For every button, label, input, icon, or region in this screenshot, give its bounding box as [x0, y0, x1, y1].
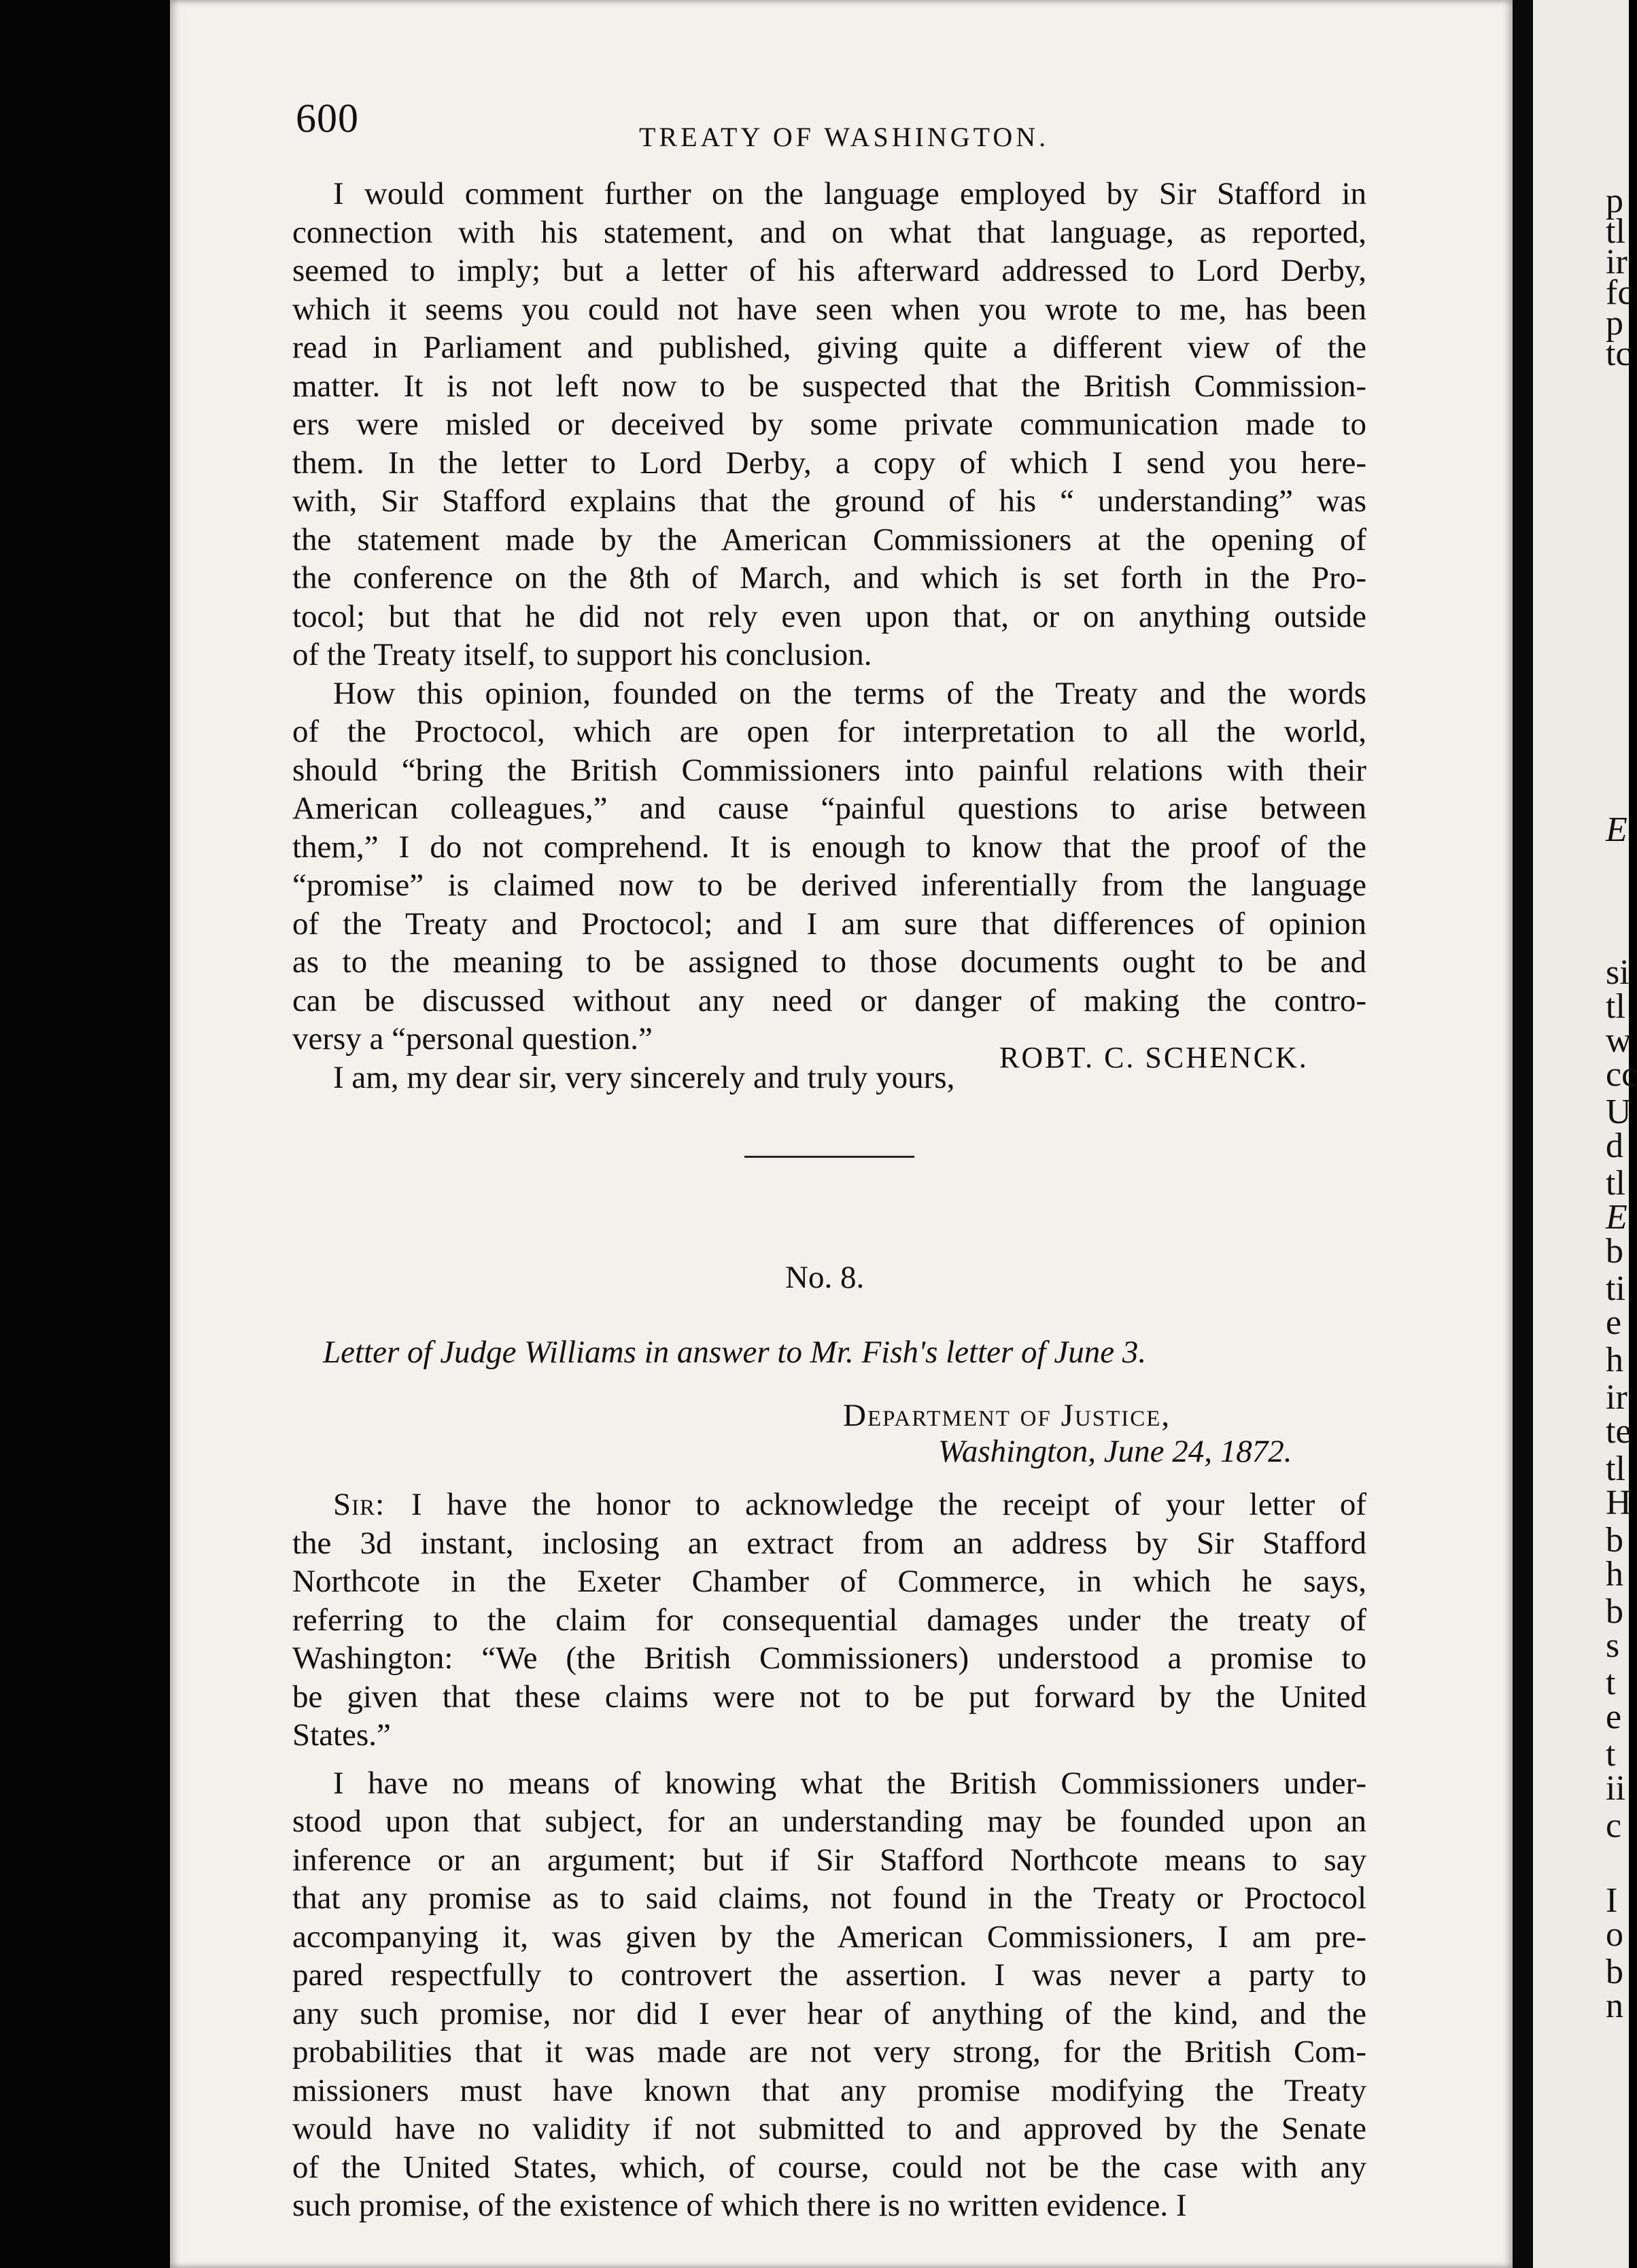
text-line: that any promise as to said claims, not found in the Treaty or Proctocol — [292, 1880, 1366, 1916]
scan-border-left — [0, 0, 170, 2268]
text-line: the conference on the 8th of March, and which is set forth in the Pro- — [292, 560, 1366, 596]
facing-page-fragment: c — [1606, 1806, 1622, 1845]
facing-page-fragment: b — [1606, 1953, 1623, 1991]
text-line: I have no means of knowing what the British Commissioners under- — [333, 1765, 1366, 1801]
text-line: probabilities that it was made are not very strong, for the British Com- — [292, 2034, 1366, 2069]
facing-page-fragment: H — [1606, 1483, 1632, 1522]
text-line: inference or an argument; but if Sir Stafford Northcote means to say — [292, 1842, 1366, 1878]
facing-page-fragment: ir — [1606, 243, 1627, 281]
text-line: American colleagues,” and cause “painful questions to arise between — [292, 791, 1366, 826]
facing-page-fragment: e — [1606, 1698, 1622, 1736]
text-line: the statement made by the American Commissioners at the opening of — [292, 521, 1366, 557]
text-line: them. In the letter to Lord Derby, a copy of which I send you here- — [292, 445, 1366, 481]
text-line: can be discussed without any need or danger of making the contro- — [292, 982, 1366, 1018]
text-line: Northcote in the Exeter Chamber of Commerce, in which he says, — [292, 1564, 1366, 1599]
text-line: ers were misled or deceived by some private communication made to — [292, 407, 1366, 442]
text-line: the 3d instant, inclosing an extract from an address by Sir Stafford — [292, 1525, 1366, 1561]
facing-page-edge — [1533, 0, 1637, 2268]
text-line: I have the honor to acknowledge the receipt of your letter of — [411, 1487, 1366, 1522]
text-line: versy a “personal question.” — [292, 1021, 653, 1056]
facing-page-fragment: p — [1606, 304, 1623, 343]
facing-page-fragment: I — [1606, 1881, 1618, 1920]
book-page — [170, 0, 1513, 2268]
text-line: “promise” is claimed now to be derived inferentially from the language — [292, 867, 1366, 903]
text-line: of the Treaty itself, to support his conclusion. — [292, 637, 872, 672]
text-line: stood upon that subject, for an understanding may be founded upon an — [292, 1804, 1366, 1839]
book-gutter — [1513, 0, 1533, 2268]
text-line: with, Sir Stafford explains that the ground of his “ understanding” was — [292, 483, 1366, 519]
facing-page-fragment: b — [1606, 1521, 1623, 1560]
text-line: tocol; but that he did not rely even upon that, or on anything outside — [292, 598, 1366, 634]
facing-page-fragment: s — [1606, 1626, 1620, 1665]
text-line: pared respectfully to controvert the assertion. I was never a party to — [292, 1957, 1366, 1993]
text-line: accompanying it, was given by the American Commissioners, I am pre- — [292, 1919, 1366, 1955]
facing-page-fragment: e — [1606, 1303, 1622, 1342]
text-line: missioners must have known that any promise modifying the Treaty — [292, 2072, 1366, 2108]
text-line: of the Proctocol, which are open for interpretation to all the world, — [292, 714, 1366, 749]
text-line: should “bring the British Commissioners into painful relations with their — [292, 752, 1366, 788]
facing-page-fragment: tl — [1606, 1449, 1625, 1488]
facing-page-fragment: b — [1606, 1232, 1623, 1271]
document-number: No. 8. — [785, 1260, 865, 1295]
facing-page-fragment: E — [1606, 810, 1627, 849]
signature: ROBT. C. SCHENCK. — [999, 1041, 1309, 1074]
facing-page-fragment: tl — [1606, 1164, 1625, 1203]
department-heading: Department of Justice, — [843, 1398, 1171, 1433]
facing-page-fragment: ir — [1606, 1378, 1627, 1417]
text-line: seemed to imply; but a letter of his afterward addressed to Lord Derby, — [292, 253, 1366, 288]
facing-page-fragment: t — [1606, 1664, 1616, 1702]
facing-page-fragment: ii — [1606, 1769, 1625, 1808]
facing-page-fragment: cc — [1606, 1055, 1637, 1094]
salutation: Sir: — [333, 1487, 385, 1522]
facing-page-fragment: te — [1606, 1412, 1632, 1451]
facing-page-fragment: b — [1606, 1592, 1623, 1631]
facing-page-fragment: p — [1606, 182, 1623, 220]
section-divider — [744, 1156, 914, 1158]
text-line: of the Treaty and Proctocol; and I am sure that differences of opinion — [292, 906, 1366, 942]
text-line: read in Parliament and published, giving quite a different view of the — [292, 330, 1366, 365]
facing-page-fragment: si — [1606, 953, 1630, 992]
text-line: referring to the claim for consequential damages under the treaty of — [292, 1602, 1366, 1638]
facing-page-fragment: E — [1606, 1198, 1627, 1237]
text-line: matter. It is not left now to be suspected that the British Commission- — [292, 368, 1366, 404]
dateline: Washington, June 24, 1872. — [938, 1434, 1292, 1469]
text-line: which it seems you could not have seen when you wrote to me, has been — [292, 291, 1366, 327]
text-line: I am, my dear sir, very sincerely and truly yours, — [333, 1059, 955, 1095]
facing-page-fragment: tl — [1606, 212, 1625, 251]
facing-page-fragment: o — [1606, 1915, 1623, 1954]
facing-page-fragment: U — [1606, 1093, 1632, 1131]
text-line: be given that these claims were not to be put forward by the United — [292, 1679, 1366, 1715]
text-line: of the United States, which, of course, could not be the case with any — [292, 2149, 1366, 2185]
document-caption: Letter of Judge Williams in answer to Mr. Fish's letter of June 3. — [323, 1335, 1147, 1370]
facing-page-fragment: ti — [1606, 1269, 1625, 1308]
text-line: I would comment further on the language employed by Sir Stafford in — [333, 176, 1366, 211]
text-line: How this opinion, founded on the terms of the Treaty and the words — [333, 675, 1366, 711]
text-line: States.” — [292, 1717, 391, 1753]
text-line: connection with his statement, and on what that language, as reported, — [292, 214, 1366, 250]
facing-page-fragment: d — [1606, 1127, 1623, 1165]
facing-page-fragment: fc — [1606, 273, 1634, 312]
text-line: as to the meaning to be assigned to those documents ought to be and — [292, 944, 1366, 980]
facing-page-fragment: tl — [1606, 987, 1625, 1026]
facing-page-fragment: n — [1606, 1987, 1623, 2025]
page-number: 600 — [296, 96, 359, 141]
facing-page-fragment: h — [1606, 1341, 1623, 1379]
facing-page-fragment: h — [1606, 1555, 1623, 1594]
text-line: them,” I do not comprehend. It is enough to know that the proof of the — [292, 829, 1366, 865]
facing-page-fragment: t — [1606, 1735, 1616, 1774]
text-line: such promise, of the existence of which there is no written evidence. I — [292, 2188, 1187, 2223]
facing-page-fragment: tc — [1606, 334, 1632, 373]
running-title: TREATY OF WASHINGTON. — [639, 122, 1050, 152]
text-line: any such promise, nor did I ever hear of anything of the kind, and the — [292, 1995, 1366, 2031]
text-line: would have no validity if not submitted to and approved by the Senate — [292, 2111, 1366, 2146]
text-line: Washington: “We (the British Commissioners) understood a promise to — [292, 1640, 1366, 1676]
facing-page-fragment: w — [1606, 1021, 1632, 1060]
